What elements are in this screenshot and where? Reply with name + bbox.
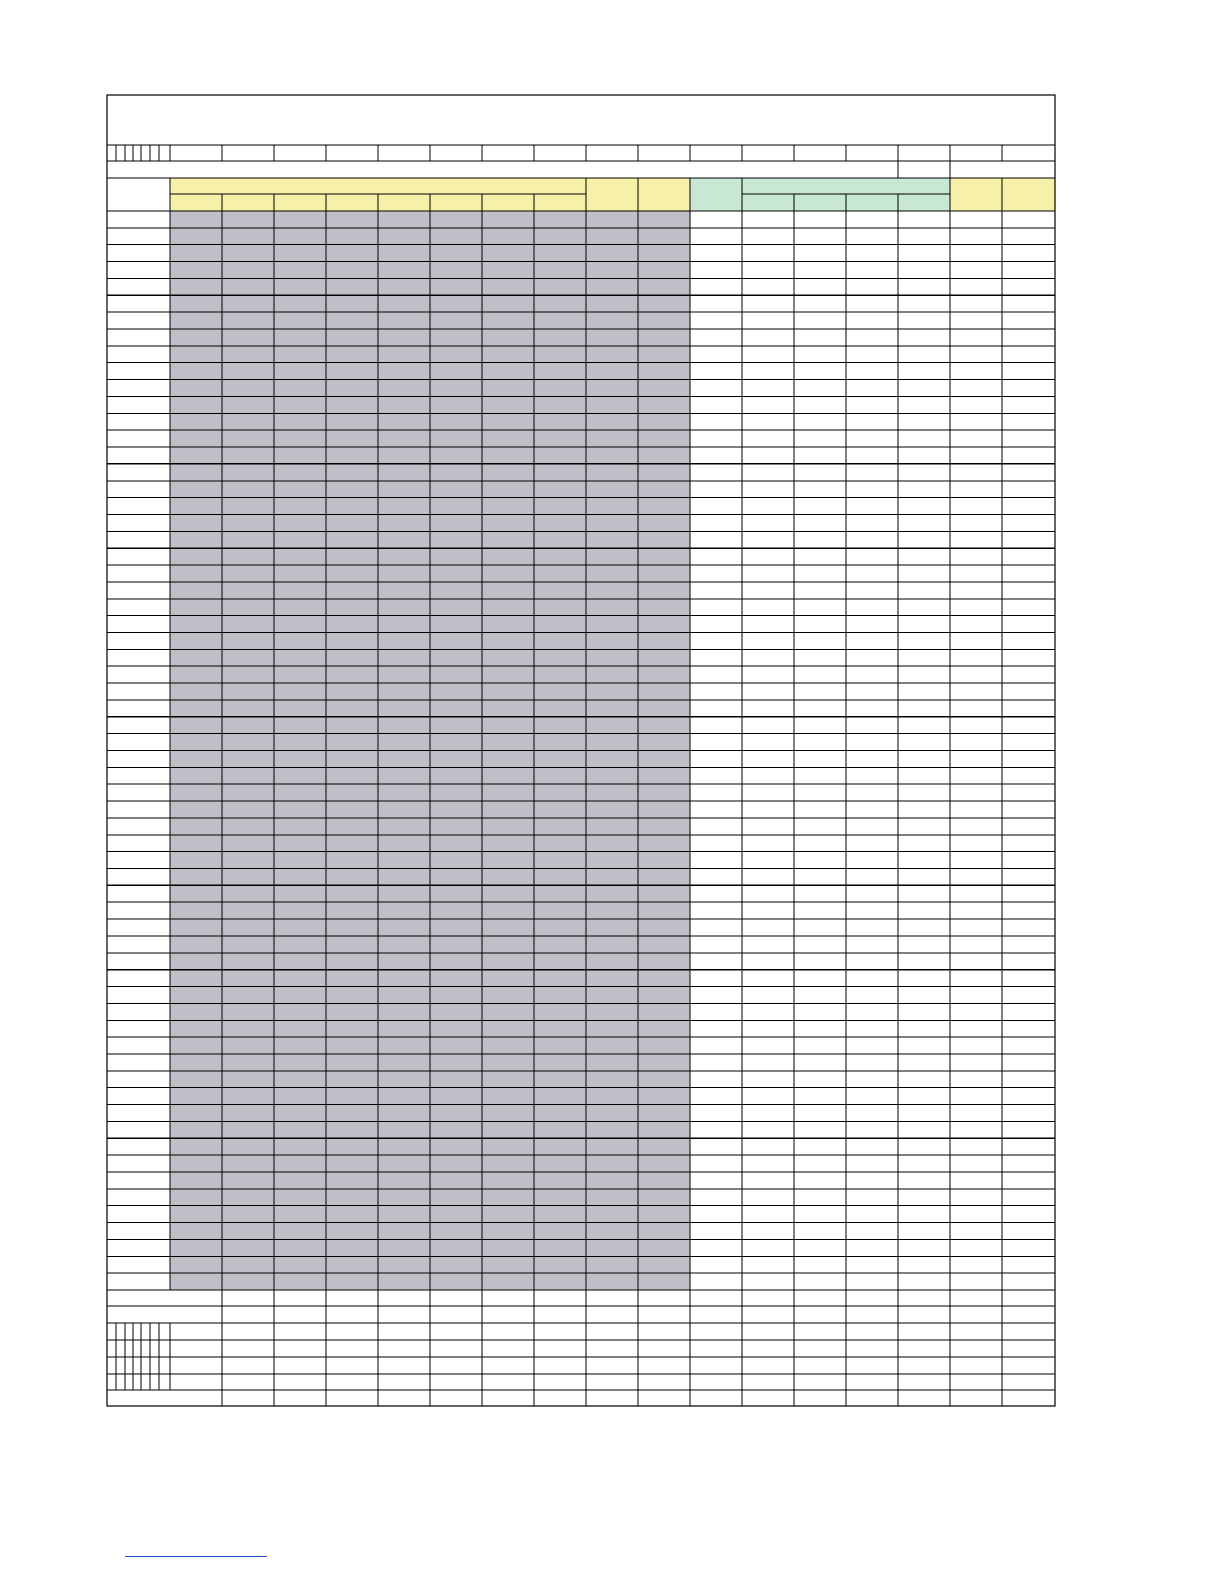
footer-link-underline[interactable] [125,1556,267,1557]
